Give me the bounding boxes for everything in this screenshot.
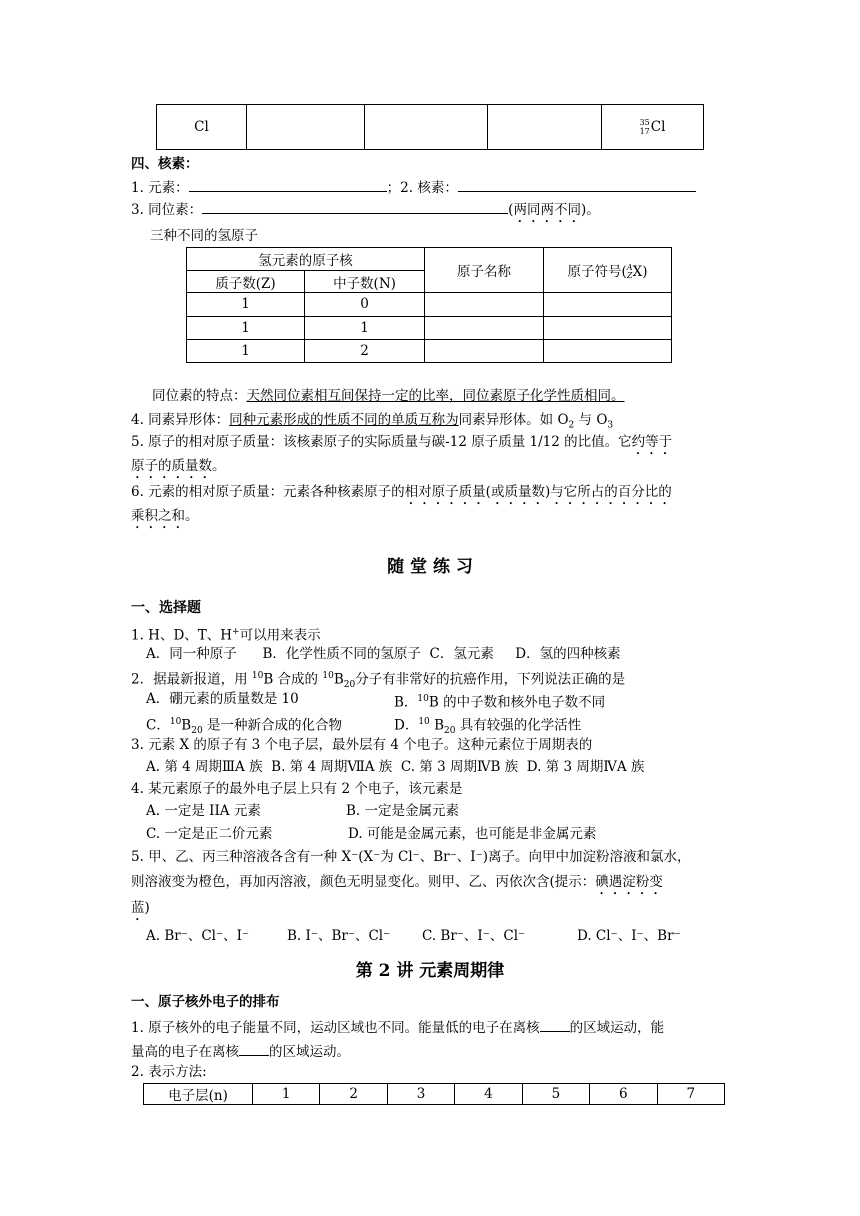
q2-optC-b: B (181, 717, 192, 734)
q2-option-a: A．硼元素的质量数是 10 (146, 691, 299, 707)
h-symbol-a: A (626, 263, 633, 273)
q5-option-b: B. I⁻、Br⁻、Cl⁻ (287, 928, 391, 944)
isotope-label: 3. 同位素： (131, 202, 203, 218)
q3-options: A. 第 4 周期ⅢA 族 B. 第 4 周期ⅦA 族 C. 第 3 周期ⅣB 族 D. 第 3 周期ⅣA 族 (146, 759, 645, 775)
item6-line2 (131, 506, 199, 532)
q2-sub: 20 (343, 680, 356, 691)
q5-line1: 5. 甲、乙、丙三种溶液各含有一种 X⁻(X⁻为 Cl⁻、Br⁻、I⁻)离子。向甲中加淀粉溶液和氯水， (131, 849, 691, 865)
q2-optB-b: B 的中子数和核外电子数不同 (428, 694, 606, 711)
h-symbol-z: Z (626, 271, 633, 281)
item5-dot-2: 原子的质量数 (131, 458, 212, 474)
allotrope-label: 4. 同素异形体： (131, 412, 230, 428)
q2-optC-sup: 10 (169, 717, 182, 727)
q2-optC-sub: 20 (191, 726, 203, 737)
h-name-header: 原子名称 (425, 248, 544, 293)
item5-line2 (131, 456, 226, 482)
q5-line2 (131, 872, 663, 898)
h-protons-header: 质子数(Z) (187, 271, 305, 293)
item6-dot-2: 乘积之和 (131, 508, 185, 524)
q2-c: B (333, 671, 344, 688)
item6-end: 。 (185, 508, 199, 524)
shell-cell: 2 (320, 1084, 387, 1105)
h-cell (544, 293, 672, 316)
lecture2-p2: 2. 表示方法: (131, 1064, 207, 1080)
item5-end: 。 (212, 458, 226, 474)
p1-d: 的区域运动。 (269, 1044, 350, 1060)
q1-sup: + (232, 627, 240, 637)
q2-optD-sup: 10 (418, 717, 430, 727)
practice-heading: 一、选择题 (131, 600, 201, 616)
nuclide-label: ；2. 核素： (386, 180, 458, 196)
top-table (156, 104, 704, 150)
shell-cell: 3 (387, 1084, 454, 1105)
h-nucleus-header: 氢元素的原子核 (187, 248, 425, 271)
item6-dot: 相对原子质量(或质量数)与它所占的百分比的 (404, 484, 672, 500)
q5-line3-end: ) (144, 900, 150, 916)
iso-feature-text: 天然同位素相互间保持一定的比率，同位素原子化学性质相同。 (246, 388, 625, 404)
h-cell: 2 (305, 339, 425, 362)
nuclide-blank (458, 176, 696, 192)
nuclide-mass: 35 (639, 118, 650, 127)
item6-text: 6. 元素的相对原子质量：元素各种核素原子的 (131, 484, 405, 500)
lecture2-heading: 一、原子核外电子的排布 (131, 994, 280, 1010)
q5-line3 (131, 898, 150, 924)
p1-a: 1. 原子核外的电子能量不同，运动区域也不同。能量低的电子在离核 (131, 1020, 540, 1036)
h-neutrons-header: 中子数(N) (305, 271, 425, 293)
q1-text: 1. H、D、T、H (131, 627, 233, 644)
h-cell: 0 (305, 293, 425, 316)
shell-cell: 1 (253, 1084, 320, 1105)
section4-line2 (131, 198, 600, 226)
nuclide-symbol: Cl (650, 119, 666, 135)
element-blank (189, 176, 387, 192)
sub-3: 3 (607, 420, 614, 431)
lecture2-p1-line2 (131, 1040, 350, 1062)
sub-2: 2 (568, 420, 575, 431)
q2-option-b (394, 689, 605, 713)
item5-dot: 约等于 (631, 434, 673, 450)
top-cell (488, 105, 602, 150)
q4-option-c: C. 一定是正二价元素 (146, 826, 273, 842)
q2-sup1: 10 (251, 671, 264, 681)
hydrogen-caption: 三种不同的氢原子 (150, 228, 258, 244)
h-cell (544, 316, 672, 339)
q2-d: 分子有非常好的抗癌作用，下列说法正确的是 (355, 671, 626, 688)
shell-cell: 4 (455, 1084, 522, 1105)
isotope-note: (两同两不同)。 (508, 202, 600, 218)
practice-title: 随 堂 练 习 (387, 557, 473, 577)
allotrope-example: 同素异形体。如 O (458, 412, 569, 428)
element-label: 1. 元素： (131, 180, 189, 196)
h-cell (544, 339, 672, 362)
q5-line2-dot: 碘遇淀粉变 (595, 874, 663, 890)
q2-b: B 合成的 (263, 671, 323, 688)
h-cell: 1 (187, 316, 305, 339)
shell-cell: 6 (590, 1084, 657, 1105)
h-symbol-pre: 原子符号( (567, 263, 627, 280)
item5-text: 5. 原子的相对原子质量：该核素原子的实际质量与碳-12 原子质量 1/12 的比值。它 (131, 434, 632, 450)
hydrogen-table (186, 247, 672, 363)
q2-optD-c: 具有较强的化学活性 (455, 717, 582, 734)
q2-optB-sup: 10 (417, 694, 429, 704)
top-cell (247, 105, 365, 150)
h-cell (425, 339, 544, 362)
top-cell (365, 105, 488, 150)
h-cell: 1 (187, 339, 305, 362)
q2-optD-a: D． (394, 717, 419, 734)
q5-option-a: A. Br⁻、Cl⁻、I⁻ (146, 928, 250, 944)
q3: 3. 元素 X 的原子有 3 个电子层，最外层有 4 个电子。这种元素位于周期表的 (131, 737, 593, 753)
shell-label: 电子层(n) (144, 1084, 253, 1105)
h-symbol-header (544, 248, 672, 293)
q4: 4. 某元素原子的最外电子层上只有 2 个电子，该元素是 (131, 781, 463, 797)
h-cell: 1 (187, 293, 305, 316)
shell-cell: 5 (522, 1084, 589, 1105)
q4-option-a: A. 一定是 IIA 元素 (146, 803, 261, 819)
shell-cell: 7 (657, 1084, 724, 1105)
q2-optD-sub: 20 (444, 726, 456, 737)
h-symbol-post: X) (632, 263, 648, 280)
h-cell (425, 316, 544, 339)
q2-a: 2．据最新报道，用 (131, 671, 252, 688)
q5-option-c: C. Br⁻、I⁻、Cl⁻ (422, 928, 526, 944)
item5-line1 (131, 432, 672, 458)
p1-blank-2 (239, 1040, 269, 1056)
q2-optC-a: C． (146, 717, 170, 734)
lecture2-title: 第 2 讲 元素周期律 (355, 961, 505, 981)
p1-b: 的区域运动，能 (569, 1020, 665, 1036)
nuclide-z: 17 (639, 127, 650, 136)
q2-optD-b: B (429, 717, 444, 734)
h-cell: 1 (305, 316, 425, 339)
top-cell-nuclide (602, 105, 704, 150)
p1-c: 量高的电子在离核 (131, 1044, 239, 1060)
section4-heading: 四、核素： (131, 156, 199, 172)
iso-feature-label: 同位素的特点： (152, 388, 247, 404)
q4-option-d: D. 可能是金属元素，也可能是非金属元素 (348, 826, 597, 842)
q5-line3-dot: 蓝 (131, 900, 145, 916)
q5-option-d: D. Cl⁻、I⁻、Br⁻ (577, 928, 681, 944)
q5-line2-text: 则溶液变为橙色，再加丙溶液，颜色无明显变化。则甲、乙、丙依次含(提示： (131, 874, 596, 890)
allotrope-definition: 同种元素形成的性质不同的单质互称为 (229, 412, 459, 428)
q2-sup2: 10 (322, 671, 334, 681)
shell-table (143, 1083, 725, 1105)
p1-blank-1 (540, 1016, 570, 1032)
allotrope-and: 与 O (574, 412, 608, 428)
q1-options: A．同一种原子 B．化学性质不同的氢原子 C．氢元素 D．氢的四种核素 (146, 646, 621, 662)
q1-rest: 可以用来表示 (239, 627, 321, 644)
q4-option-b: B. 一定是金属元素 (346, 803, 460, 819)
q1 (131, 622, 321, 646)
q2-optC-c: 是一种新合成的化合物 (202, 717, 342, 734)
item6-line1 (131, 482, 672, 508)
isotope-blank (202, 198, 508, 214)
lecture2-p1-line1 (131, 1016, 664, 1038)
q2-optB-a: B． (394, 694, 418, 711)
section4-line1 (131, 176, 696, 198)
isotope-feature (152, 386, 625, 406)
h-cell (425, 293, 544, 316)
top-cell-cl: Cl (157, 105, 247, 150)
